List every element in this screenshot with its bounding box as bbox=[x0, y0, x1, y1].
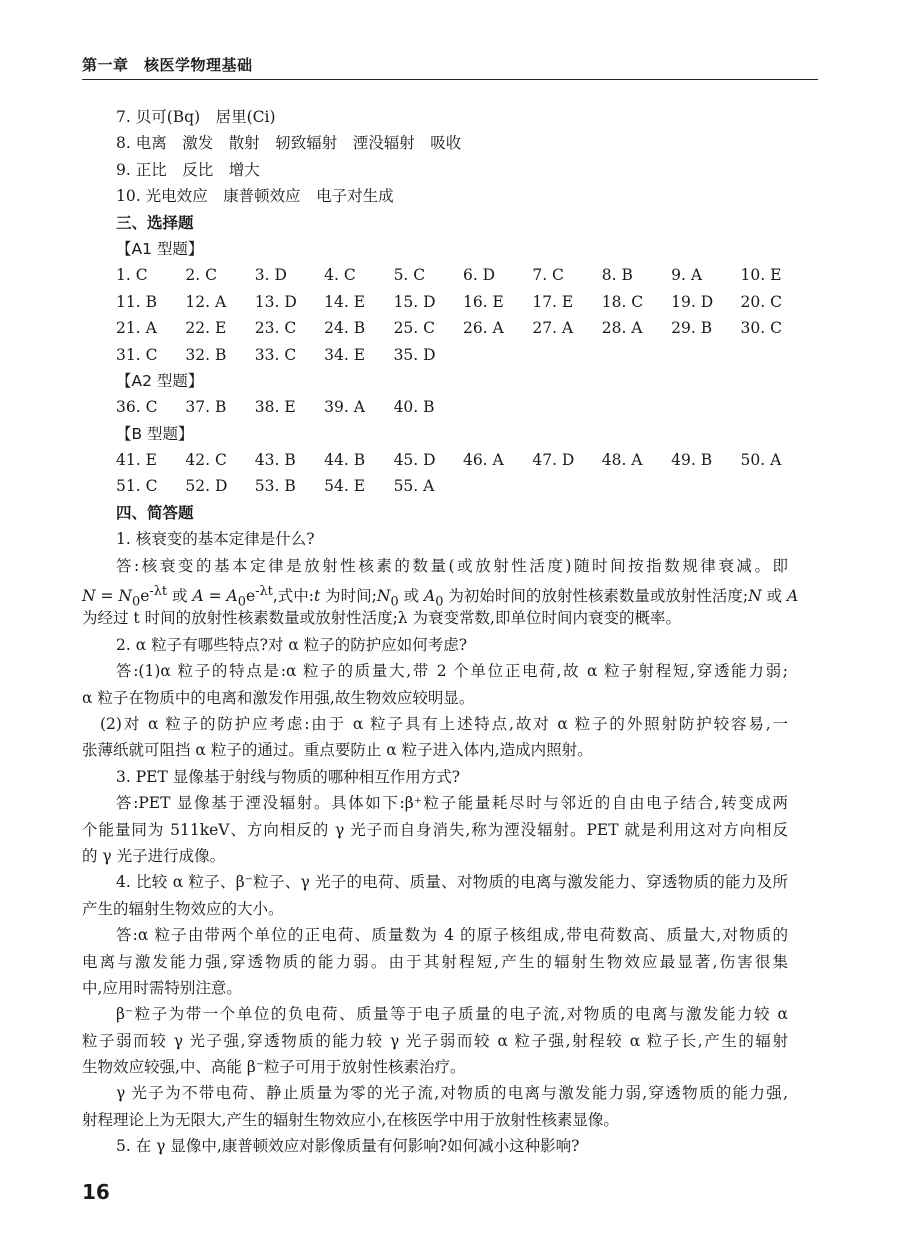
answer-item: 8. B bbox=[601, 266, 633, 285]
question-4-line-1: 4. 比较 α 粒子、β⁻粒子、γ 光子的电荷、质量、对物质的电离与激发能力、穿透物质的能力及所 bbox=[116, 873, 788, 892]
answer-item: 16. E bbox=[462, 292, 504, 311]
answer-item: 9. A bbox=[671, 266, 703, 285]
answer-item: 41. E bbox=[116, 451, 157, 470]
answer-item: 39. A bbox=[324, 398, 365, 417]
answer-item: 5. C bbox=[393, 266, 426, 285]
answer-item: 3. D bbox=[254, 266, 287, 285]
answer-row bbox=[82, 315, 788, 341]
answer-item: 36. C bbox=[116, 398, 158, 417]
question-3: 3. PET 显像基于射线与物质的哪种相互作用方式? bbox=[116, 767, 461, 786]
question-5: 5. 在 γ 显像中,康普顿效应对影像质量有何影响?如何减小这种影响? bbox=[116, 1137, 580, 1156]
fill-answer-7: 7. 贝可(Bq) 居里(Ci) bbox=[116, 108, 276, 126]
answer-item: 1. C bbox=[116, 266, 148, 285]
answer-item: 50. A bbox=[740, 451, 782, 470]
answer-2-line-2: α 粒子在物质中的电离和激发作用强,故生物效应较明显。 bbox=[82, 688, 475, 707]
answer-3-line-1: 答:PET 显像基于湮没辐射。具体如下:β⁺粒子能量耗尽时与邻近的自由电子结合,转变成两 bbox=[116, 794, 788, 813]
answer-row bbox=[82, 289, 788, 315]
answer-item: 21. A bbox=[116, 319, 157, 338]
running-header: 第一章 核医学物理基础 bbox=[82, 56, 253, 74]
answer-item: 12. A bbox=[185, 292, 227, 311]
answer-item: 40. B bbox=[393, 398, 435, 417]
subsection-b: 【B 型题】 bbox=[116, 424, 194, 443]
answer-2-line-1: 答:(1)α 粒子的特点是:α 粒子的质量大,带 2 个单位正电荷,故 α 粒子射程短,穿透能力弱; bbox=[116, 662, 788, 681]
subsection-a2: 【A2 型题】 bbox=[116, 371, 204, 390]
b-answer-grid bbox=[82, 447, 788, 500]
page-number: 16 bbox=[82, 1180, 110, 1204]
answer-4-line-2: 电离与激发能力强,穿透物质的能力弱。由于其射程短,产生的辐射生物效应最显著,伤害很集 bbox=[82, 952, 788, 971]
subsection-a1: 【A1 型题】 bbox=[116, 239, 204, 258]
answer-4-line-8: 射程理论上为无限大,产生的辐射生物效应小,在核医学中用于放射性核素显像。 bbox=[82, 1110, 619, 1129]
section-title-choice: 三、选择题 bbox=[116, 213, 194, 232]
answer-1-line-3: 为经过 t 时间的放射性核素数量或放射性活度;λ 为衰变常数,即单位时间内衰变的概率。 bbox=[82, 609, 681, 628]
question-4-line-2: 产生的辐射生物效应的大小。 bbox=[82, 899, 284, 918]
answer-row bbox=[82, 262, 788, 288]
answer-1-formula-line: $N = N_0e^{-\lambda t}$ 或 $A = A_0e^{-\lambda t}$,式中:t 为时间$;N_0$ 或 $A_0$ 为初始时间的放射性核素数量或放射性活度;N 或 A bbox=[82, 584, 799, 610]
answer-item: 28. A bbox=[601, 319, 643, 338]
answer-item: 54. E bbox=[324, 477, 366, 496]
section-title-short: 四、简答题 bbox=[116, 503, 194, 522]
answer-row bbox=[82, 394, 788, 420]
question-2: 2. α 粒子有哪些特点?对 α 粒子的防护应如何考虑? bbox=[116, 635, 468, 654]
answer-item: 38. E bbox=[254, 398, 296, 417]
answer-item: 19. D bbox=[671, 292, 714, 311]
answer-4-line-4: β⁻粒子为带一个单位的负电荷、质量等于电子质量的电子流,对物质的电离与激发能力较 α bbox=[116, 1005, 788, 1024]
answer-item: 30. C bbox=[740, 319, 782, 338]
answer-4-line-1: 答:α 粒子由带两个单位的正电荷、质量数为 4 的原子核组成,带电荷数高、质量大,对物质的 bbox=[116, 926, 788, 945]
answer-item: 45. D bbox=[393, 451, 436, 470]
answer-row bbox=[82, 473, 788, 499]
answer-item: 35. D bbox=[393, 345, 436, 364]
answer-3-line-3: 的 γ 光子进行成像。 bbox=[82, 846, 226, 865]
answer-item: 44. B bbox=[324, 451, 366, 470]
answer-item: 17. E bbox=[532, 292, 574, 311]
answer-item: 33. C bbox=[254, 345, 297, 364]
answer-4-line-3: 中,应用时需特别注意。 bbox=[82, 978, 242, 997]
answer-item: 10. E bbox=[740, 266, 782, 285]
answer-item: 52. D bbox=[185, 477, 228, 496]
answer-item: 20. C bbox=[740, 292, 782, 311]
answer-item: 53. B bbox=[254, 477, 296, 496]
answer-item: 11. B bbox=[116, 292, 157, 311]
answer-item: 31. C bbox=[116, 345, 158, 364]
answer-row bbox=[82, 342, 788, 368]
answer-item: 2. C bbox=[185, 266, 217, 285]
answer-item: 18. C bbox=[601, 292, 644, 311]
a1-answer-grid bbox=[82, 262, 788, 368]
fill-answer-9: 9. 正比 反比 增大 bbox=[116, 160, 260, 179]
page-content bbox=[82, 104, 799, 1160]
answer-item: 49. B bbox=[671, 451, 713, 470]
answer-item: 25. C bbox=[393, 319, 435, 338]
header-rule bbox=[82, 79, 818, 80]
fill-answer-10: 10. 光电效应 康普顿效应 电子对生成 bbox=[116, 187, 394, 206]
answer-item: 6. D bbox=[462, 266, 496, 285]
answer-item: 15. D bbox=[393, 292, 436, 311]
answer-item: 4. C bbox=[324, 266, 356, 285]
answer-item: 24. B bbox=[324, 319, 366, 338]
question-1: 1. 核衰变的基本定律是什么? bbox=[116, 530, 315, 549]
answer-4-line-5: 粒子弱而较 γ 光子强,穿透物质的能力较 γ 光子弱而较 α 粒子强,射程较 α 粒子长,产生的辐射 bbox=[82, 1031, 788, 1050]
answer-item: 37. B bbox=[185, 398, 227, 417]
answer-item: 48. A bbox=[601, 451, 643, 470]
answer-item: 34. E bbox=[324, 345, 366, 364]
answer-item: 43. B bbox=[254, 451, 296, 470]
answer-item: 46. A bbox=[462, 451, 504, 470]
answer-item: 55. A bbox=[393, 477, 435, 496]
answer-item: 26. A bbox=[462, 319, 504, 338]
answer-3-line-2: 个能量同为 511keV、方向相反的 γ 光子而自身消失,称为湮没辐射。PET 就是利用这对方向相反 bbox=[82, 820, 788, 839]
answer-item: 51. C bbox=[116, 477, 158, 496]
answer-item: 47. D bbox=[532, 451, 575, 470]
fill-answer-8: 8. 电离 激发 散射 轫致辐射 湮没辐射 吸收 bbox=[116, 134, 462, 153]
answer-item: 32. B bbox=[185, 345, 227, 364]
answer-4-line-6: 生物效应较强,中、高能 β⁻粒子可用于放射性核素治疗。 bbox=[82, 1058, 466, 1077]
answer-item: 42. C bbox=[185, 451, 227, 470]
answer-item: 27. A bbox=[532, 319, 574, 338]
answer-item: 29. B bbox=[671, 319, 713, 338]
answer-row bbox=[82, 447, 788, 473]
answer-4-line-7: γ 光子为不带电荷、静止质量为零的光子流,对物质的电离与激发能力弱,穿透物质的能力强, bbox=[116, 1084, 788, 1103]
answer-item: 22. E bbox=[185, 319, 227, 338]
a2-answer-grid bbox=[82, 394, 788, 420]
answer-item: 23. C bbox=[254, 319, 297, 338]
answer-item: 14. E bbox=[324, 292, 366, 311]
answer-item: 13. D bbox=[254, 292, 297, 311]
answer-2-line-4: 张薄纸就可阻挡 α 粒子的通过。重点要防止 α 粒子进入体内,造成内照射。 bbox=[82, 741, 593, 760]
answer-item: 7. C bbox=[532, 266, 564, 285]
answer-1-line-1: 答:核衰变的基本定律是放射性核素的数量(或放射性活度)随时间按指数规律衰减。即 bbox=[116, 556, 788, 575]
answer-2-line-3: (2)对 α 粒子的防护应考虑:由于 α 粒子具有上述特点,故对 α 粒子的外照射防护较容易,一 bbox=[100, 714, 788, 733]
